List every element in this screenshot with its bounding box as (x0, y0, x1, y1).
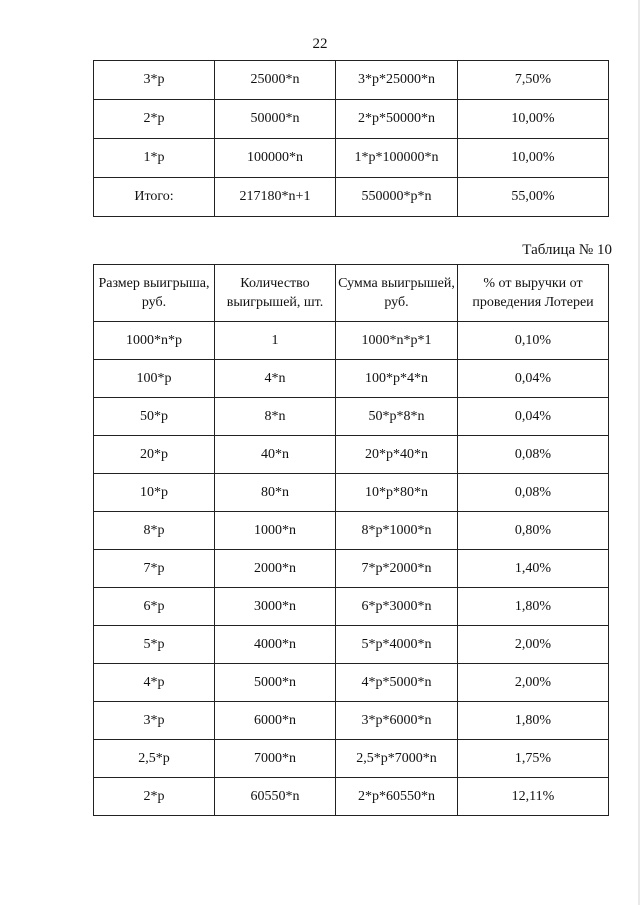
table-body (94, 322, 609, 816)
table-row (94, 512, 609, 550)
cell-prize-sum: 3*p*6000*n (336, 702, 458, 740)
table-row (94, 474, 609, 512)
table-row (94, 626, 609, 664)
cell-prize-sum: 50*p*8*n (336, 398, 458, 436)
cell-prize-count: 3000*n (215, 588, 336, 626)
header-row (94, 265, 609, 322)
cell-prize-sum: 5*p*4000*n (336, 626, 458, 664)
cell-prize-sum: 1*p*100000*n (336, 139, 458, 178)
header-prize-sum: Сумма выигрышей, руб. (336, 265, 458, 322)
cell-prize-size: 3*p (94, 702, 215, 740)
cell-revenue-percent: 0,08% (458, 474, 609, 512)
cell-prize-count: 6000*n (215, 702, 336, 740)
cell-prize-sum: 10*p*80*n (336, 474, 458, 512)
cell-prize-count: 4000*n (215, 626, 336, 664)
cell-prize-sum: 20*p*40*n (336, 436, 458, 474)
cell-prize-count: 50000*n (215, 100, 336, 139)
cell-revenue-percent: 2,00% (458, 664, 609, 702)
cell-revenue-percent: 0,08% (458, 436, 609, 474)
cell-revenue-percent: 0,10% (458, 322, 609, 360)
cell-revenue-percent: 10,00% (458, 100, 609, 139)
cell-revenue-percent: 1,75% (458, 740, 609, 778)
cell-prize-size: 4*p (94, 664, 215, 702)
cell-prize-count: 1000*n (215, 512, 336, 550)
table-row (94, 398, 609, 436)
table-header (94, 265, 609, 322)
table-caption: Таблица № 10 (522, 242, 612, 258)
cell-prize-size: 2*p (94, 100, 215, 139)
cell-prize-size: Итого: (94, 178, 215, 217)
table-row (94, 178, 609, 217)
cell-prize-count: 100000*n (215, 139, 336, 178)
cell-prize-sum: 2*p*50000*n (336, 100, 458, 139)
cell-prize-sum: 1000*n*p*1 (336, 322, 458, 360)
cell-prize-count: 1 (215, 322, 336, 360)
table-row (94, 360, 609, 398)
table-row (94, 740, 609, 778)
cell-prize-size: 1*p (94, 139, 215, 178)
table-row (94, 588, 609, 626)
cell-prize-count: 2000*n (215, 550, 336, 588)
cell-revenue-percent: 1,80% (458, 702, 609, 740)
prize-table-continuation (93, 60, 609, 217)
table-row (94, 322, 609, 360)
header-prize-count: Количество выигрышей, шт. (215, 265, 336, 322)
cell-revenue-percent: 10,00% (458, 139, 609, 178)
header-revenue-percent: % от выручки от проведения Лотереи (458, 265, 609, 322)
cell-revenue-percent: 2,00% (458, 626, 609, 664)
cell-prize-sum: 550000*p*n (336, 178, 458, 217)
cell-prize-sum: 2*p*60550*n (336, 778, 458, 816)
cell-prize-size: 7*p (94, 550, 215, 588)
cell-prize-size: 2*p (94, 778, 215, 816)
cell-prize-count: 8*n (215, 398, 336, 436)
table-body (94, 61, 609, 217)
cell-prize-size: 10*p (94, 474, 215, 512)
cell-prize-size: 3*p (94, 61, 215, 100)
table-row (94, 100, 609, 139)
cell-prize-count: 60550*n (215, 778, 336, 816)
cell-prize-count: 80*n (215, 474, 336, 512)
cell-prize-sum: 2,5*p*7000*n (336, 740, 458, 778)
cell-prize-sum: 3*p*25000*n (336, 61, 458, 100)
cell-revenue-percent: 7,50% (458, 61, 609, 100)
cell-revenue-percent: 12,11% (458, 778, 609, 816)
table-row (94, 436, 609, 474)
table-row (94, 778, 609, 816)
table-row (94, 550, 609, 588)
cell-prize-sum: 8*p*1000*n (336, 512, 458, 550)
table-row (94, 139, 609, 178)
cell-prize-sum: 6*p*3000*n (336, 588, 458, 626)
cell-revenue-percent: 55,00% (458, 178, 609, 217)
table-row (94, 702, 609, 740)
cell-revenue-percent: 0,80% (458, 512, 609, 550)
cell-prize-size: 2,5*p (94, 740, 215, 778)
cell-prize-count: 5000*n (215, 664, 336, 702)
table-row (94, 61, 609, 100)
cell-revenue-percent: 0,04% (458, 360, 609, 398)
cell-revenue-percent: 1,40% (458, 550, 609, 588)
cell-prize-size: 20*p (94, 436, 215, 474)
prize-table-10 (93, 264, 609, 816)
cell-prize-sum: 7*p*2000*n (336, 550, 458, 588)
cell-prize-count: 40*n (215, 436, 336, 474)
cell-revenue-percent: 0,04% (458, 398, 609, 436)
cell-prize-sum: 100*p*4*n (336, 360, 458, 398)
table-row (94, 664, 609, 702)
cell-prize-size: 50*p (94, 398, 215, 436)
cell-prize-count: 217180*n+1 (215, 178, 336, 217)
cell-prize-size: 100*p (94, 360, 215, 398)
cell-prize-count: 4*n (215, 360, 336, 398)
cell-prize-count: 25000*n (215, 61, 336, 100)
page-number: 22 (312, 36, 328, 52)
cell-prize-size: 6*p (94, 588, 215, 626)
cell-prize-size: 5*p (94, 626, 215, 664)
cell-prize-sum: 4*p*5000*n (336, 664, 458, 702)
cell-revenue-percent: 1,80% (458, 588, 609, 626)
cell-prize-count: 7000*n (215, 740, 336, 778)
cell-prize-size: 8*p (94, 512, 215, 550)
header-prize-size: Размер выигрыша, руб. (94, 265, 215, 322)
cell-prize-size: 1000*n*p (94, 322, 215, 360)
